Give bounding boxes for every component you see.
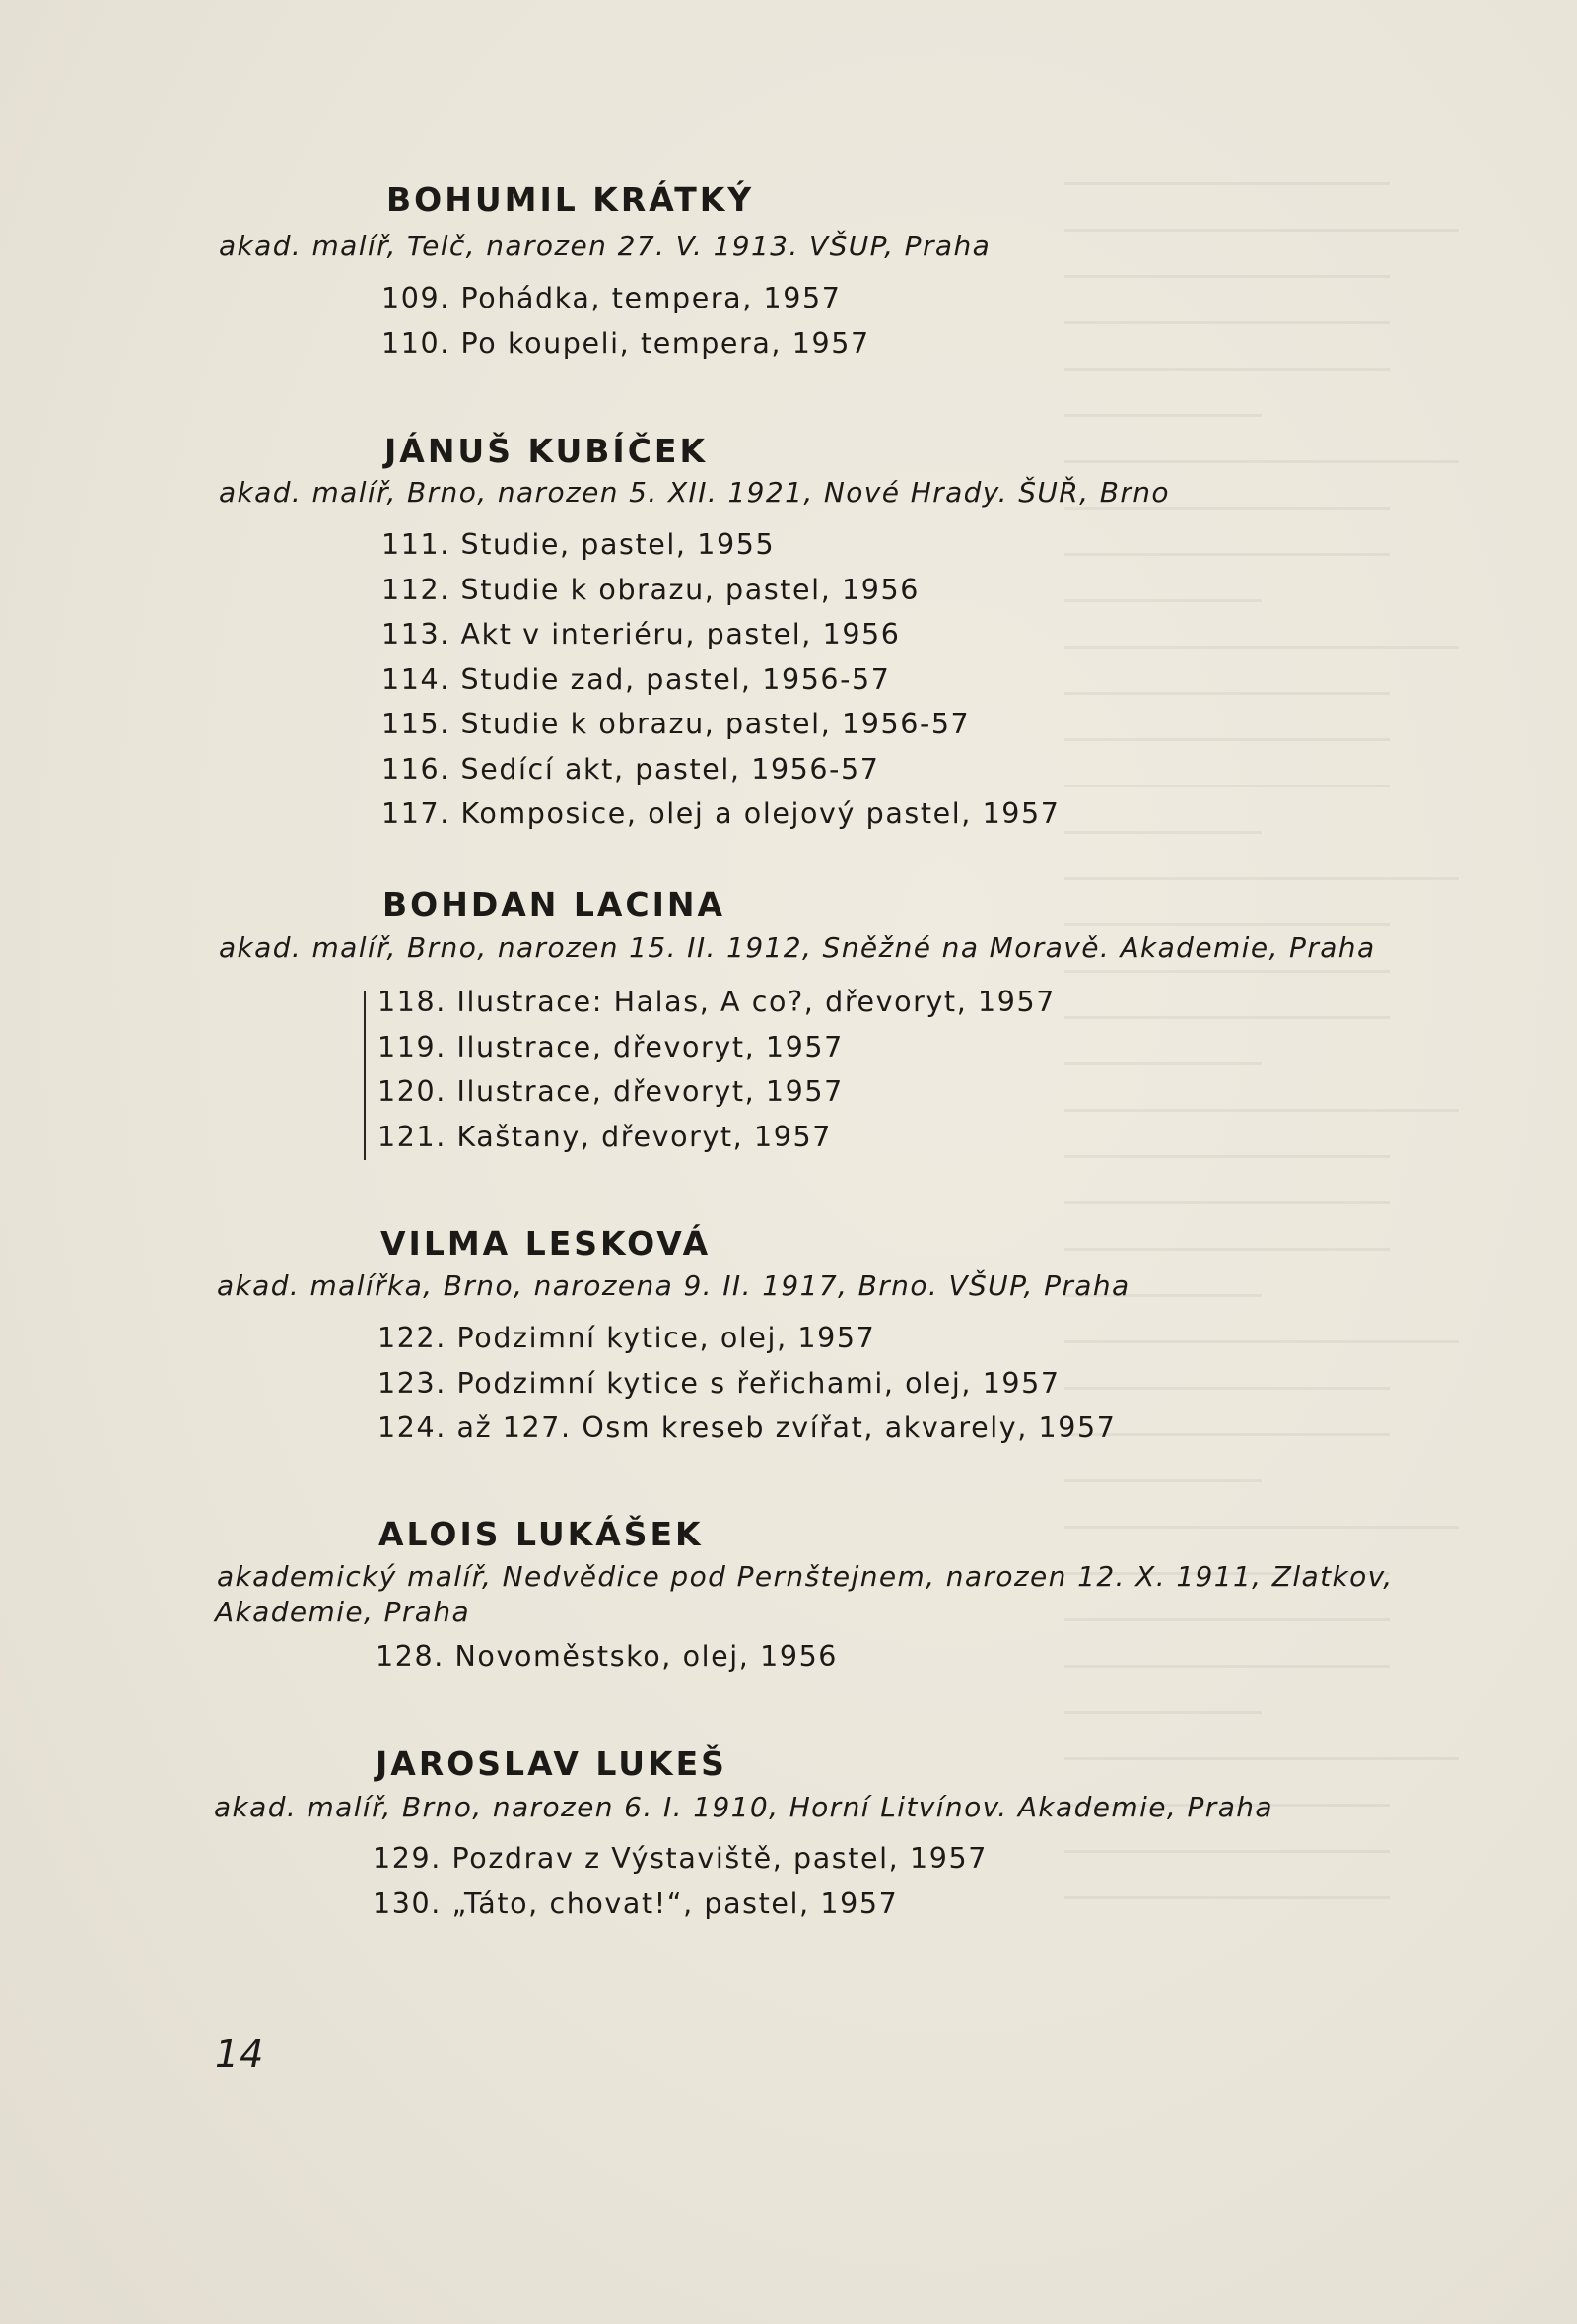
page-number: 14 [215, 2032, 265, 2076]
artist-name: BOHDAN LACINA [382, 885, 726, 923]
works-list [377, 1316, 1116, 1451]
work-item: 116. Sedící akt, pastel, 1956-57 [381, 752, 880, 786]
work-item: 120. Ilustrace, dřevoryt, 1957 [377, 1075, 844, 1108]
works-list [381, 276, 870, 366]
artist-name: ALOIS LUKÁŠEK [378, 1515, 704, 1553]
artist-name: JAROSLAV LUKEŠ [376, 1744, 727, 1783]
work-item: 121. Kaštany, dřevoryt, 1957 [377, 1120, 832, 1153]
works-list [373, 1836, 988, 1926]
work-item: 110. Po koupeli, tempera, 1957 [381, 326, 870, 360]
work-item: 118. Ilustrace: Halas, A co?, dřevoryt, 1957 [377, 986, 1056, 1018]
artist-name: BOHUMIL KRÁTKÝ [386, 180, 755, 219]
works-list [377, 980, 1056, 1159]
artist-bio: akad. malířka, Brno, narozena 9. II. 1917, Brno. VŠUP, Praha [217, 1269, 1131, 1302]
work-item: 113. Akt v interiéru, pastel, 1956 [381, 618, 901, 650]
work-item: 130. „Táto, chovat!“, pastel, 1957 [373, 1886, 899, 1920]
artist-bio: akad. malíř, Brno, narozen 15. II. 1912, Sněžné na Moravě. Akademie, Praha [219, 931, 1376, 964]
work-item: 109. Pohádka, tempera, 1957 [381, 282, 842, 314]
works-list [381, 522, 1061, 837]
artist-name: VILMA LESKOVÁ [380, 1224, 712, 1263]
artist-name: JÁNUŠ KUBÍČEK [384, 432, 709, 470]
reverse-page-show-through [1064, 182, 1478, 1956]
artist-bio: akad. malíř, Brno, narozen 5. XII. 1921, Nové Hrady. ŠUŘ, Brno [219, 476, 1170, 509]
work-item: 111. Studie, pastel, 1955 [381, 528, 776, 561]
work-item: 115. Studie k obrazu, pastel, 1956-57 [381, 708, 971, 740]
work-item: 122. Podzimní kytice, olej, 1957 [377, 1322, 876, 1354]
work-item: 119. Ilustrace, dřevoryt, 1957 [377, 1030, 844, 1063]
artist-bio-continued: Akademie, Praha [215, 1596, 471, 1628]
work-item: 129. Pozdrav z Výstaviště, pastel, 1957 [373, 1842, 988, 1875]
artist-bio: akad. malíř, Brno, narozen 6. I. 1910, Horní Litvínov. Akademie, Praha [214, 1791, 1273, 1823]
works-list [376, 1634, 838, 1679]
artist-bio: akademický malíř, Nedvědice pod Pernštejnem, narozen 12. X. 1911, Zlatkov, [217, 1560, 1394, 1593]
work-item: 114. Studie zad, pastel, 1956-57 [381, 662, 891, 696]
artist-bio: akad. malíř, Telč, narozen 27. V. 1913. VŠUP, Praha [219, 230, 992, 262]
work-item: 112. Studie k obrazu, pastel, 1956 [381, 573, 920, 606]
work-item: 128. Novoměstsko, olej, 1956 [376, 1640, 839, 1673]
work-item: 124. až 127. Osm kreseb zvířat, akvarely, 1957 [377, 1411, 1117, 1444]
margin-bracket [364, 991, 366, 1160]
work-item: 117. Komposice, olej a olejový pastel, 1957 [381, 797, 1061, 830]
work-item: 123. Podzimní kytice s řeřichami, olej, 1957 [377, 1366, 1061, 1400]
